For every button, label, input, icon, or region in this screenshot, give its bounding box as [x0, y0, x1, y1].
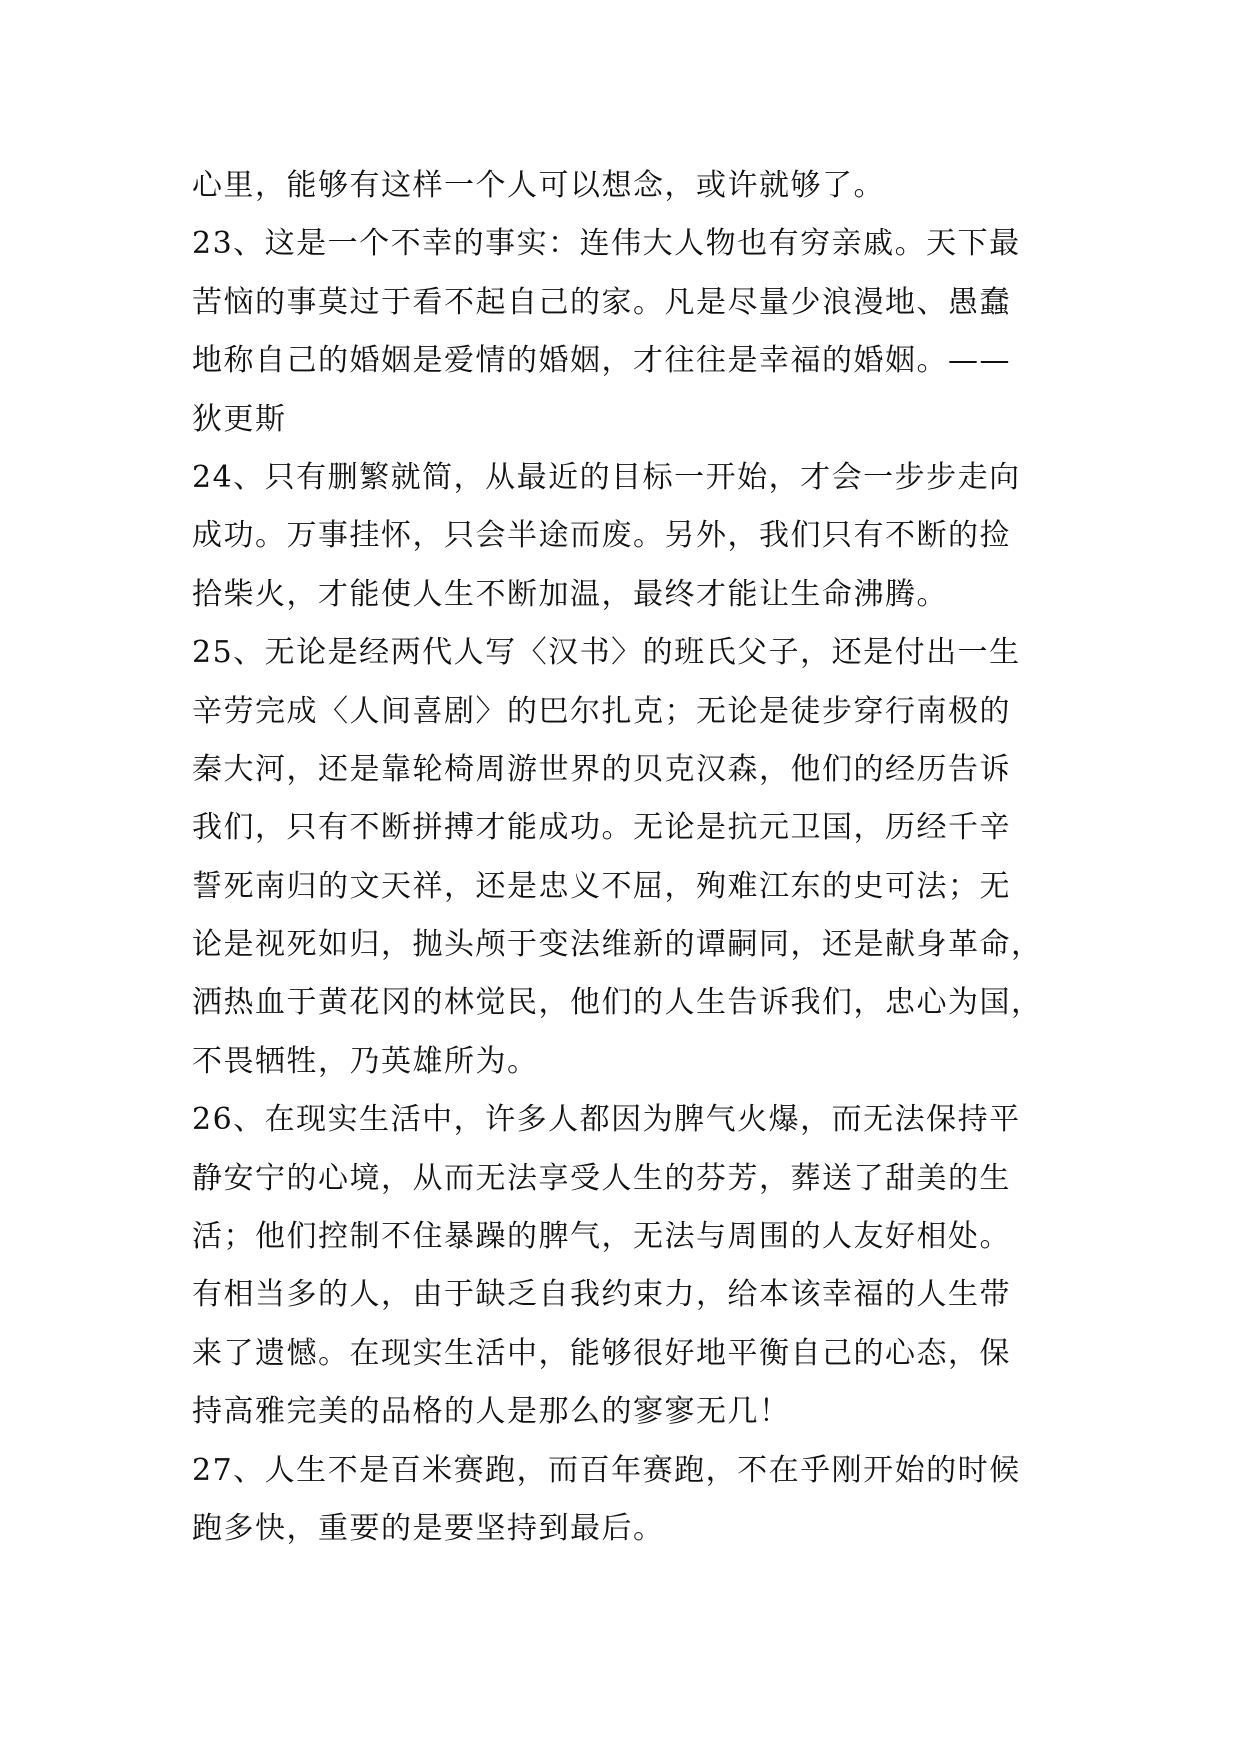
text-line: 地称自己的婚姻是爱情的婚姻，才往往是幸福的婚姻。—— — [192, 343, 1011, 379]
text-line: 苦恼的事莫过于看不起自己的家。凡是尽量少浪漫地、愚蠢 — [192, 284, 1011, 320]
text-line: 不畏牺牲，乃英雄所为。 — [192, 1043, 539, 1079]
text-line: 25、无论是经两代人写〈汉书〉的班氏父子，还是付出一生 — [192, 635, 1021, 671]
text-line: 跑多快，重要的是要坚持到最后。 — [192, 1510, 665, 1546]
text-line: 有相当多的人，由于缺乏自我约束力，给本该幸福的人生带 — [192, 1277, 1011, 1313]
text-line: 我们，只有不断拼搏才能成功。无论是抗元卫国，历经千辛 — [192, 810, 1011, 846]
text-line: 27、人生不是百米赛跑，而百年赛跑，不在乎刚开始的时候 — [192, 1452, 1021, 1488]
text-line: 成功。万事挂怀，只会半途而废。另外，我们只有不断的捡 — [192, 518, 1011, 554]
text-line: 拾柴火，才能使人生不断加温，最终才能让生命沸腾。 — [192, 576, 948, 612]
text-line: 26、在现实生活中，许多人都因为脾气火爆，而无法保持平 — [192, 1102, 1021, 1138]
text-line: 论是视死如归，抛头颅于变法维新的谭嗣同，还是献身革命， — [192, 927, 1043, 963]
text-line: 秦大河，还是靠轮椅周游世界的贝克汉森，他们的经历告诉 — [192, 751, 1011, 787]
text-line: 持高雅完美的品格的人是那么的寥寥无几！ — [192, 1394, 791, 1430]
document-body — [192, 157, 1092, 1558]
text-line: 活；他们控制不住暴躁的脾气，无法与周围的人友好相处。 — [192, 1219, 1011, 1255]
text-line: 洒热血于黄花冈的林觉民，他们的人生告诉我们，忠心为国， — [192, 985, 1043, 1021]
text-line: 静安宁的心境，从而无法享受人生的芬芳，葬送了甜美的生 — [192, 1160, 1011, 1196]
text-line: 辛劳完成〈人间喜剧〉的巴尔扎克；无论是徒步穿行南极的 — [192, 693, 1011, 729]
text-line: 24、只有删繁就简，从最近的目标一开始，才会一步步走向 — [192, 459, 1021, 495]
text-line: 心里，能够有这样一个人可以想念，或许就够了。 — [192, 168, 885, 203]
text-line: 来了遗憾。在现实生活中，能够很好地平衡自己的心态，保 — [192, 1335, 1011, 1371]
text-line: 誓死南归的文天祥，还是忠义不屈，殉难江东的史可法；无 — [192, 868, 1011, 904]
text-line: 狄更斯 — [192, 401, 287, 437]
text-line: 23、这是一个不幸的事实：连伟大人物也有穷亲戚。天下最 — [192, 226, 1021, 262]
